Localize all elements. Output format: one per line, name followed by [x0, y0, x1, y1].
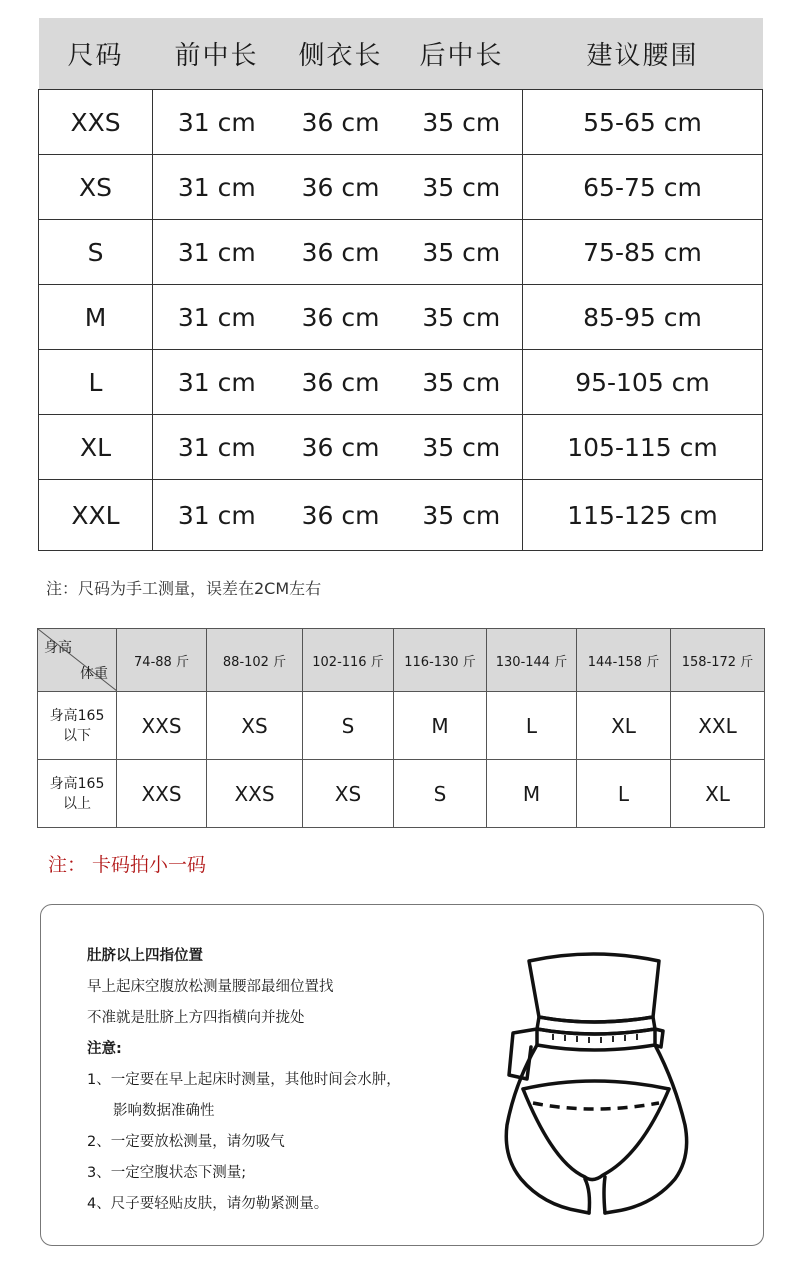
size-cell: XL [39, 415, 153, 480]
waist-measurement-illustration [493, 943, 703, 1223]
size-cell: S [39, 220, 153, 285]
size-cell: L [487, 692, 577, 760]
back-length-cell: 35 cm [401, 480, 523, 551]
hw-header-row [38, 629, 765, 692]
instructions-line: 不准就是肚脐上方四指横向并拢处 [87, 1010, 305, 1026]
back-length-cell: 35 cm [401, 220, 523, 285]
table-row [38, 692, 765, 760]
waist-cell: 75-85 cm [523, 220, 763, 285]
size-cell: M [39, 285, 153, 350]
row-label-line2: 以上 [63, 795, 91, 812]
notice-item: 影响数据准确性 [113, 1103, 215, 1119]
size-cell: XL [671, 760, 765, 828]
size-cell: XXS [117, 760, 207, 828]
size-cell: M [394, 692, 487, 760]
size-cell: M [487, 760, 577, 828]
size-cell: S [303, 692, 394, 760]
weight-header: 130-144 斤 [487, 629, 577, 692]
measurement-panel [40, 904, 764, 1246]
notice-item: 1、一定要在早上起床时测量，其他时间会水肿， [87, 1072, 401, 1088]
size-cell: S [394, 760, 487, 828]
instructions-title: 肚脐以上四指位置 [87, 948, 203, 964]
waist-cell: 55-65 cm [523, 90, 763, 155]
front-length-cell: 31 cm [177, 500, 256, 530]
weight-header: 102-116 斤 [303, 629, 394, 692]
weight-header: 74-88 斤 [117, 629, 207, 692]
table-row [39, 90, 763, 155]
instructions-line: 早上起床空腹放松测量腰部最细位置找 [87, 979, 334, 995]
header-back-length: 后中长 [401, 18, 523, 90]
back-length-cell: 35 cm [401, 285, 523, 350]
size-cell: L [577, 760, 671, 828]
measurement-instructions [87, 941, 507, 1220]
size-cell: XL [577, 692, 671, 760]
size-cell: XXL [39, 480, 153, 551]
header-front-length: 前中长 [153, 18, 281, 90]
front-length-cell: 31 cm [177, 107, 256, 137]
front-length-cell: 31 cm [177, 367, 256, 397]
table-row [39, 480, 763, 551]
size-cell: XXS [39, 90, 153, 155]
front-length-cell: 31 cm [177, 172, 256, 202]
size-cell: XXS [117, 692, 207, 760]
notice-item: 4、尺子要轻贴皮肤，请勿勒紧测量。 [87, 1196, 329, 1212]
size-table-header [39, 18, 763, 90]
waist-cell: 85-95 cm [523, 285, 763, 350]
weight-header: 88-102 斤 [207, 629, 303, 692]
side-length-cell: 36 cm [301, 172, 380, 202]
table-row [38, 760, 765, 828]
height-weight-table [37, 628, 765, 828]
table-row [39, 415, 763, 480]
side-length-cell: 36 cm [301, 237, 380, 267]
side-length-cell: 36 cm [301, 500, 380, 530]
table-row [39, 285, 763, 350]
notice-item: 2、一定要放松测量，请勿吸气 [87, 1134, 285, 1150]
back-length-cell: 35 cm [401, 90, 523, 155]
table-row [39, 350, 763, 415]
row-label-line1: 身高165 [49, 707, 105, 724]
notice-item: 3、一定空腹状态下测量; [87, 1165, 247, 1181]
table-row [39, 155, 763, 220]
corner-height-label: 身高 [44, 640, 72, 656]
size-cell: XS [303, 760, 394, 828]
corner-weight-label: 体重 [80, 666, 108, 682]
size-down-note: 注： 卡码拍小一码 [48, 854, 207, 876]
header-waist: 建议腰围 [523, 18, 763, 90]
row-label-line2: 以下 [63, 727, 91, 744]
waist-cell: 105-115 cm [523, 415, 763, 480]
header-side-length: 侧衣长 [281, 18, 401, 90]
corner-cell [38, 629, 117, 692]
front-length-cell: 31 cm [177, 302, 256, 332]
row-label [38, 760, 117, 828]
side-length-cell: 36 cm [301, 302, 380, 332]
side-length-cell: 36 cm [301, 432, 380, 462]
row-label [38, 692, 117, 760]
back-length-cell: 35 cm [401, 415, 523, 480]
header-size: 尺码 [39, 18, 153, 90]
waist-cell: 95-105 cm [523, 350, 763, 415]
weight-header: 158-172 斤 [671, 629, 765, 692]
row-label-line1: 身高165 [49, 775, 105, 792]
back-length-cell: 35 cm [401, 155, 523, 220]
weight-header: 116-130 斤 [394, 629, 487, 692]
size-cell: XXL [671, 692, 765, 760]
size-cell: XXS [207, 760, 303, 828]
size-cell: L [39, 350, 153, 415]
front-length-cell: 31 cm [177, 237, 256, 267]
back-length-cell: 35 cm [401, 350, 523, 415]
size-table [38, 18, 763, 551]
weight-header: 144-158 斤 [577, 629, 671, 692]
table-row [39, 220, 763, 285]
side-length-cell: 36 cm [301, 367, 380, 397]
size-cell: XS [207, 692, 303, 760]
waist-cell: 65-75 cm [523, 155, 763, 220]
notice-label: 注意: [87, 1041, 122, 1057]
measurement-error-note: 注：尺码为手工测量，误差在2CM左右 [46, 579, 322, 598]
waist-cell: 115-125 cm [523, 480, 763, 551]
size-cell: XS [39, 155, 153, 220]
front-length-cell: 31 cm [177, 432, 256, 462]
side-length-cell: 36 cm [301, 107, 380, 137]
